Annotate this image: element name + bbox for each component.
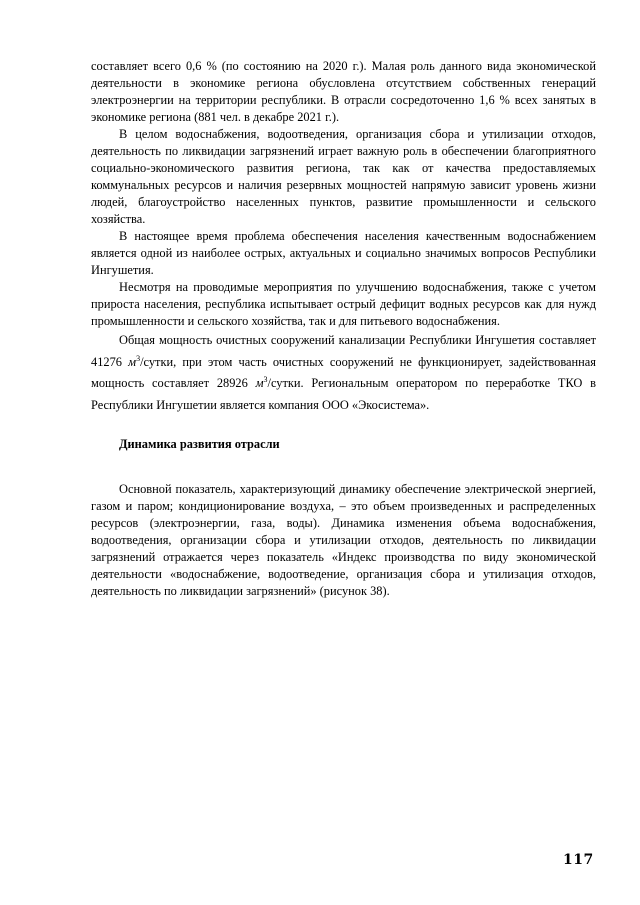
page-number: 117 xyxy=(563,852,594,868)
unit-exponent-1: 3 xyxy=(136,353,141,363)
unit-exponent-2: 3 xyxy=(263,374,268,384)
unit-cubic-meter-2: м xyxy=(255,376,264,390)
unit-cubic-meter-1: м xyxy=(128,354,137,369)
paragraph-2: В целом водоснабжения, водоотведения, организация сбора и утилизации отходов, деятельность по ликвидации загрязнений играет важную роль в обеспечении благоприятного социально-экономического развития региона, так как от качества предоставляемых коммунальных ресурсов и наличия резервных мощностей напрямую зависит уровень жизни людей, благоустройство населенных пунктов, развитие промышленности и сельского хозяйства. xyxy=(91,127,596,226)
paragraph-5-part-c: /сутки. Региональным оператором по переработке ТКО в Республики Ингушетии является компания ООО «Экосистема». xyxy=(91,376,596,412)
paragraph-5-part-a: Общая мощность очистных сооружений канализации Республики Ингушетия составляет 41276 xyxy=(91,333,596,369)
section-heading: Динамика развития отрасли xyxy=(119,437,280,451)
paragraph-6: Основной показатель, характеризующий динамику обеспечение электрической энергией, газом и паром; кондиционирование воздуха, – это объем произведенных и распределенных ресурсов (электроэнергии, газа, воды). Динамика изменения объема водоснабжения, водоотведения, организации сбора и утилизации отходов, деятельность по ликвидации загрязнений отражается через показатель «Индекс производства по виду экономической деятельности «водоснабжение, водоотведение, организация сбора и утилизация отходов, деятельность по ликвидации загрязнений» (рисунок 38). xyxy=(91,482,596,598)
paragraph-5-part-b: /сутки, при этом часть очистных сооружений не функционирует, задействованная мощность составляет 28926 xyxy=(91,354,597,390)
paragraph-3: В настоящее время проблема обеспечения населения качественным водоснабжением является одной из наиболее острых, актуальных и социально значимых вопросов Республики Ингушетия. xyxy=(91,229,596,277)
paragraph-1: составляет всего 0,6 % (по состоянию на 2020 г.). Малая роль данного вида экономической деятельности в экономике региона обусловлена отсутствием собственных генераций электроэнергии на территории республики. В отрасли сосредоточенно 1,6 % всех занятых в экономике региона (881 чел. в декабре 2021 г.). xyxy=(91,59,596,124)
paragraph-4: Несмотря на проводимые мероприятия по улучшению водоснабжения, также с учетом прироста населения, республика испытывает острый дефицит водных ресурсов как для нужд промышленности и сельского хозяйства, так и для питьевого водоснабжения. xyxy=(91,280,596,328)
paragraph-5 xyxy=(91,330,596,416)
document-body xyxy=(91,58,596,600)
